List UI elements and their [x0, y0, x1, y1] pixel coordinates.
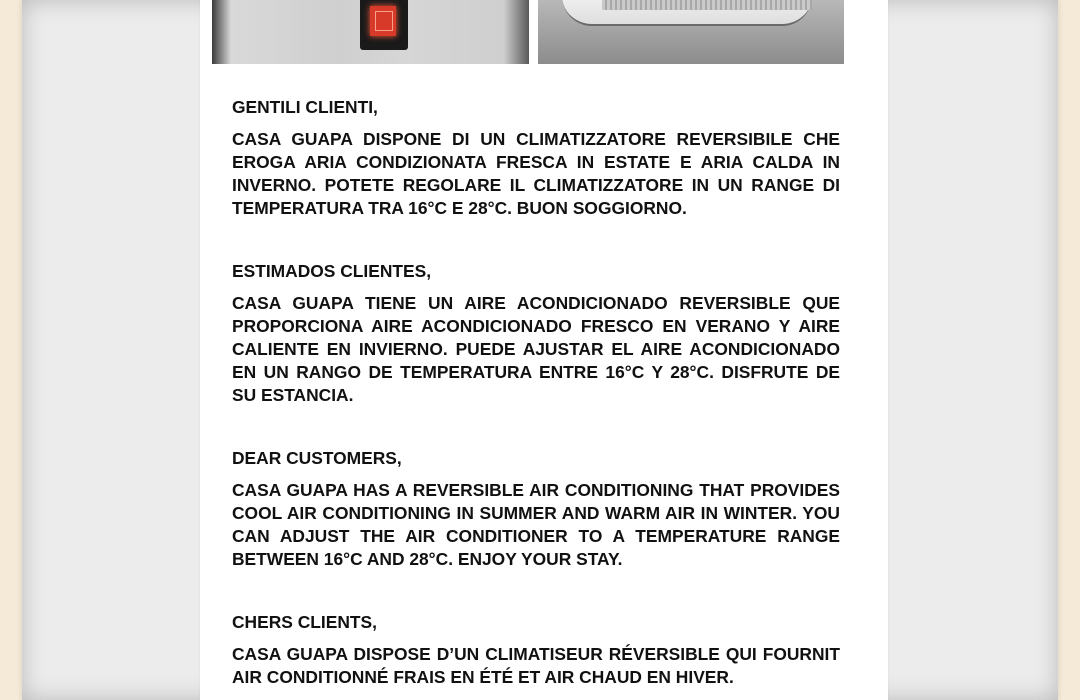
- body-spanish: CASA GUAPA TIENE UN AIRE ACONDICIONADO REVERSIBLE QUE PROPORCIONA AIRE ACONDICIONADO FRESCO EN VERANO Y AIRE CALIENTE EN INVIERNO. PUEDE AJUSTAR EL AIRE ACONDICIONADO EN UN RANGO DE TEMPERATURA ENTRE 16°C Y 28°C. DISFRUTE DE SU ESTANCIA.: [232, 293, 840, 405]
- greeting-french: CHERS CLIENTS,: [232, 612, 377, 632]
- body-italian: CASA GUAPA DISPONE DI UN CLIMATIZZATORE REVERSIBILE CHE EROGA ARIA CONDIZIONATA FRESCA IN ESTATE E ARIA CALDA IN INVERNO. POTETE REGOLARE IL CLIMATIZZATORE IN UN RANGE DI TEMPERATURA TRA 16°C E 28°C. BUON SOGGIORNO.: [232, 129, 840, 218]
- greeting-italian: GENTILI CLIENTI,: [232, 97, 378, 117]
- greeting-english: DEAR CUSTOMERS,: [232, 448, 402, 468]
- greeting-spanish: ESTIMADOS CLIENTES,: [232, 261, 432, 281]
- thermostat-display-frame: [375, 11, 393, 31]
- air-conditioner-icon: [562, 0, 812, 26]
- body-english: CASA GUAPA HAS A REVERSIBLE AIR CONDITIONING THAT PROVIDES COOL AIR CONDITIONING IN SUMMER AND WARM AIR IN WINTER. YOU CAN ADJUST THE AIR CONDITIONER TO A TEMPERATURE RANGE BETWEEN 16°C AND 28°C. ENJOY YOUR STAY.: [232, 480, 840, 569]
- notice-content: [232, 96, 840, 689]
- section-english: [232, 447, 840, 571]
- body-french: CASA GUAPA DISPOSE D’UN CLIMATISEUR RÉVERSIBLE QUI FOURNIT AIR CONDITIONNÉ FRAIS EN ÉTÉ ET AIR CHAUD EN HIVER.: [232, 644, 840, 687]
- section-spanish: [232, 260, 840, 407]
- air-vents: [602, 0, 812, 10]
- thermostat-display: [370, 6, 396, 36]
- section-italian: [232, 96, 840, 220]
- section-french: [232, 611, 840, 689]
- air-conditioner-photo: [538, 0, 844, 64]
- thermostat-icon: [360, 0, 408, 50]
- thermostat-photo: [212, 0, 529, 64]
